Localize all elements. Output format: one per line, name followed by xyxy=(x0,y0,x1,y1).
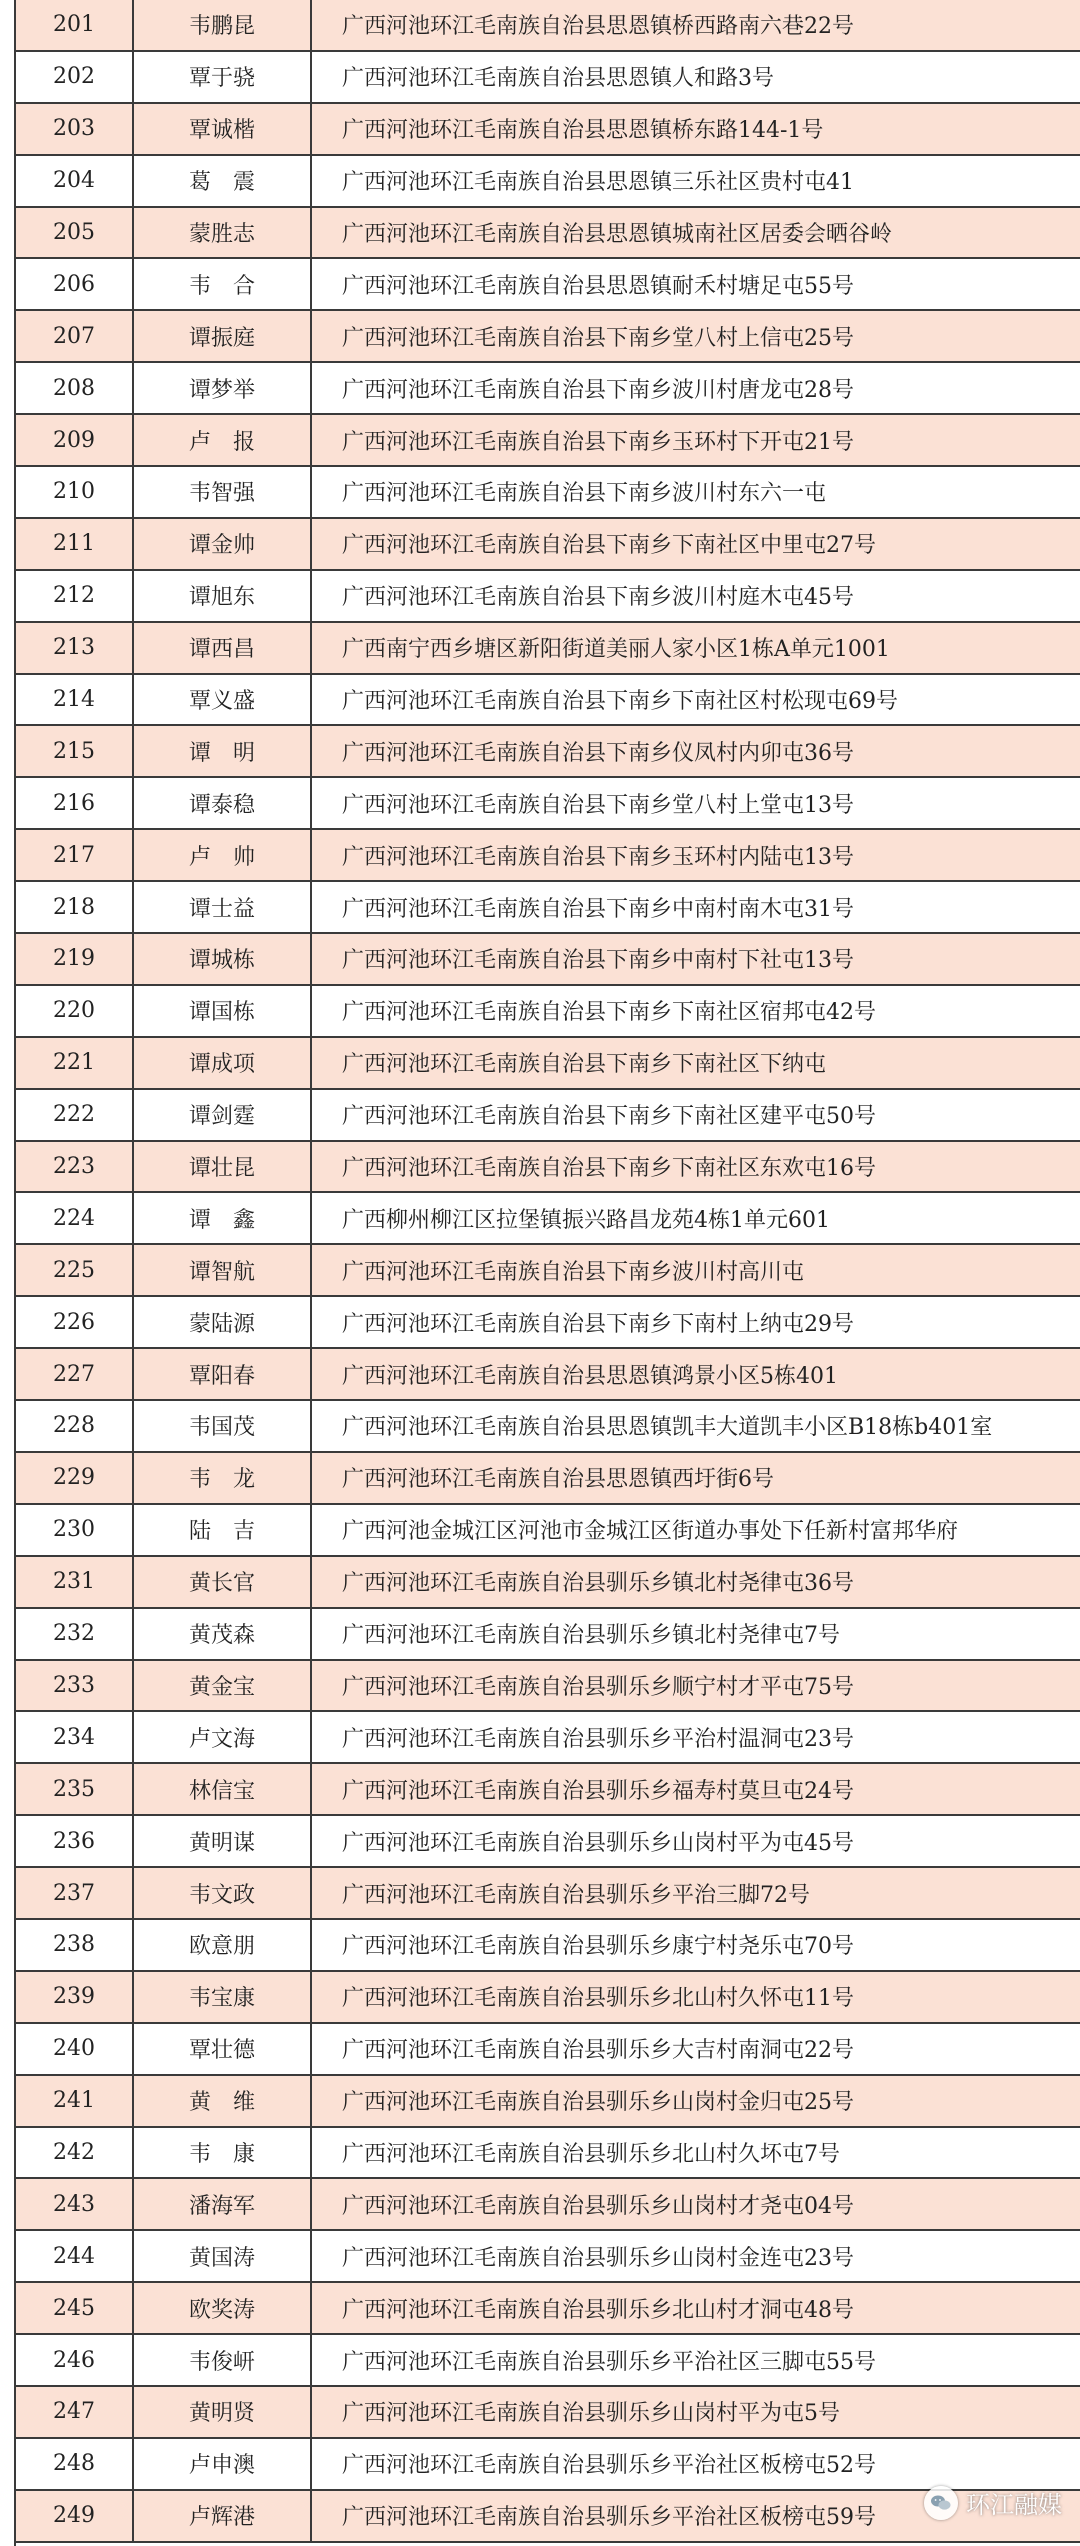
row-number: 206 xyxy=(16,259,134,309)
row-address: 广西河池环江毛南族自治县下南乡仪凤村内卯屯36号 xyxy=(342,740,854,766)
row-name: 覃于骁 xyxy=(134,52,312,102)
row-address: 广西河池环江毛南族自治县下南乡中南村下社屯13号 xyxy=(342,948,854,974)
row-address: 广西河池环江毛南族自治县驯乐乡北山村久怀屯11号 xyxy=(342,1986,854,2012)
row-name: 谭金帅 xyxy=(134,519,312,569)
row-number: 219 xyxy=(16,934,134,984)
table-row xyxy=(16,2024,1080,2076)
row-address: 广西河池环江毛南族自治县下南乡下南社区东欢屯16号 xyxy=(342,1156,876,1182)
row-address: 广西河池环江毛南族自治县思恩镇桥东路144-1号 xyxy=(342,118,824,144)
row-name: 蒙胜志 xyxy=(134,208,312,258)
row-address: 广西河池环江毛南族自治县下南乡玉环村内陆屯13号 xyxy=(342,844,854,870)
row-address: 广西河池环江毛南族自治县下南乡下南社区宿邦屯42号 xyxy=(342,1000,876,1026)
table-row xyxy=(16,986,1080,1038)
row-number: 221 xyxy=(16,1038,134,1088)
watermark xyxy=(924,2485,1062,2520)
row-number: 229 xyxy=(16,1453,134,1503)
row-address: 广西河池环江毛南族自治县驯乐乡平治三脚72号 xyxy=(342,1882,810,1908)
row-name: 谭旭东 xyxy=(134,571,312,621)
row-name: 黄 维 xyxy=(134,2076,312,2126)
row-address: 广西河池环江毛南族自治县驯乐乡镇北村尧律屯7号 xyxy=(342,1623,840,1649)
table-row xyxy=(16,2387,1080,2439)
row-name: 谭国栋 xyxy=(134,986,312,1036)
row-name: 蒙陆源 xyxy=(134,1297,312,1347)
row-number: 242 xyxy=(16,2128,134,2178)
table-row xyxy=(16,208,1080,260)
table-row xyxy=(16,104,1080,156)
table-row xyxy=(16,1193,1080,1245)
row-number: 236 xyxy=(16,1816,134,1866)
row-name: 黄明贤 xyxy=(134,2387,312,2437)
row-address: 广西南宁西乡塘区新阳街道美丽人家小区1栋A单元1001 xyxy=(342,637,890,663)
row-number: 214 xyxy=(16,675,134,725)
row-address: 广西河池环江毛南族自治县思恩镇桥西路南六巷22号 xyxy=(342,14,854,40)
table-row xyxy=(16,2439,1080,2491)
row-name: 韦俊岍 xyxy=(134,2335,312,2385)
row-address: 广西河池环江毛南族自治县驯乐乡北山村才洞屯48号 xyxy=(342,2297,854,2323)
row-address: 广西河池环江毛南族自治县驯乐乡平治村温洞屯23号 xyxy=(342,1726,854,1752)
row-address: 广西河池环江毛南族自治县下南乡下南社区下纳屯 xyxy=(342,1052,827,1078)
row-name: 韦 康 xyxy=(134,2128,312,2178)
wechat-icon xyxy=(924,2486,958,2520)
table-row xyxy=(16,726,1080,778)
row-address: 广西河池环江毛南族自治县驯乐乡北山村久坏屯7号 xyxy=(342,2141,840,2167)
row-name: 韦国茂 xyxy=(134,1401,312,1451)
row-number: 246 xyxy=(16,2335,134,2385)
row-name: 韦 合 xyxy=(134,259,312,309)
row-name: 韦鹏昆 xyxy=(134,0,312,50)
table-row xyxy=(16,415,1080,467)
table-row xyxy=(16,363,1080,415)
row-address: 广西河池环江毛南族自治县思恩镇三乐社区贵村屯41 xyxy=(342,170,854,196)
row-number: 208 xyxy=(16,363,134,413)
row-address: 广西河池环江毛南族自治县驯乐乡福寿村莫旦屯24号 xyxy=(342,1778,854,1804)
table-row xyxy=(16,1038,1080,1090)
row-address: 广西河池环江毛南族自治县思恩镇西圩街6号 xyxy=(342,1467,774,1493)
table-row xyxy=(16,1868,1080,1920)
row-name: 韦智强 xyxy=(134,467,312,517)
row-name: 谭泰稳 xyxy=(134,778,312,828)
row-number: 224 xyxy=(16,1193,134,1243)
row-address: 广西河池环江毛南族自治县驯乐乡康宁村尧乐屯70号 xyxy=(342,1934,854,1960)
table-row xyxy=(16,2231,1080,2283)
row-number: 243 xyxy=(16,2179,134,2229)
row-number: 210 xyxy=(16,467,134,517)
row-name: 谭振庭 xyxy=(134,311,312,361)
row-number: 231 xyxy=(16,1557,134,1607)
row-name: 覃阳春 xyxy=(134,1349,312,1399)
row-name: 卢 帅 xyxy=(134,830,312,880)
row-number: 205 xyxy=(16,208,134,258)
row-number: 232 xyxy=(16,1609,134,1659)
row-address: 广西河池环江毛南族自治县下南乡下南社区村松现屯69号 xyxy=(342,689,898,715)
row-number: 223 xyxy=(16,1142,134,1192)
row-name: 潘海军 xyxy=(134,2179,312,2229)
table-row xyxy=(16,1453,1080,1505)
table-row xyxy=(16,1712,1080,1764)
table-row xyxy=(16,934,1080,986)
row-name: 谭城栋 xyxy=(134,934,312,984)
row-number: 207 xyxy=(16,311,134,361)
row-name: 韦宝康 xyxy=(134,1972,312,2022)
row-number: 222 xyxy=(16,1090,134,1140)
row-name: 韦文政 xyxy=(134,1868,312,1918)
row-address: 广西河池金城江区河池市金城江区街道办事处下任新村富邦华府 xyxy=(342,1519,959,1545)
row-address: 广西河池环江毛南族自治县驯乐乡山岗村平为屯5号 xyxy=(342,2401,840,2427)
table-row xyxy=(16,1920,1080,1972)
row-address: 广西河池环江毛南族自治县下南乡波川村东六一屯 xyxy=(342,481,827,507)
table-row xyxy=(16,52,1080,104)
row-address: 广西河池环江毛南族自治县下南乡波川村庭木屯45号 xyxy=(342,585,854,611)
row-number: 225 xyxy=(16,1245,134,1295)
row-name: 谭梦举 xyxy=(134,363,312,413)
row-address: 广西河池环江毛南族自治县下南乡堂八村上信屯25号 xyxy=(342,325,854,351)
row-number: 202 xyxy=(16,52,134,102)
row-number: 228 xyxy=(16,1401,134,1451)
row-address: 广西河池环江毛南族自治县下南乡中南村南木屯31号 xyxy=(342,896,854,922)
row-number: 235 xyxy=(16,1764,134,1814)
row-number: 233 xyxy=(16,1661,134,1711)
table-row xyxy=(16,156,1080,208)
row-number: 249 xyxy=(16,2491,134,2541)
row-name: 谭成项 xyxy=(134,1038,312,1088)
table-row xyxy=(16,1609,1080,1661)
row-address: 广西河池环江毛南族自治县下南乡下南社区建平屯50号 xyxy=(342,1104,876,1130)
row-number: 220 xyxy=(16,986,134,1036)
table-row xyxy=(16,2128,1080,2180)
row-number: 211 xyxy=(16,519,134,569)
table-row xyxy=(16,2283,1080,2335)
row-name: 葛 震 xyxy=(134,156,312,206)
row-address: 广西河池环江毛南族自治县驯乐乡平治社区板榜屯52号 xyxy=(342,2453,876,2479)
table-row xyxy=(16,2076,1080,2128)
table-row xyxy=(16,0,1080,52)
row-number: 245 xyxy=(16,2283,134,2333)
table-row xyxy=(16,1972,1080,2024)
row-name: 覃义盛 xyxy=(134,675,312,725)
row-address: 广西河池环江毛南族自治县驯乐乡山岗村才尧屯04号 xyxy=(342,2193,854,2219)
row-address: 广西河池环江毛南族自治县驯乐乡镇北村尧律屯36号 xyxy=(342,1571,854,1597)
table-row xyxy=(16,467,1080,519)
table-row xyxy=(16,1142,1080,1194)
row-name: 谭剑霆 xyxy=(134,1090,312,1140)
row-name: 黄明谋 xyxy=(134,1816,312,1866)
row-number: 215 xyxy=(16,726,134,776)
row-name: 谭士益 xyxy=(134,882,312,932)
row-name: 卢申澳 xyxy=(134,2439,312,2489)
row-name: 卢辉港 xyxy=(134,2491,312,2541)
row-name: 卢 报 xyxy=(134,415,312,465)
row-address: 广西河池环江毛南族自治县下南乡堂八村上堂屯13号 xyxy=(342,792,854,818)
row-name: 黄长官 xyxy=(134,1557,312,1607)
row-number: 230 xyxy=(16,1505,134,1555)
row-number: 218 xyxy=(16,882,134,932)
row-name: 黄金宝 xyxy=(134,1661,312,1711)
row-number: 239 xyxy=(16,1972,134,2022)
table-row xyxy=(16,1816,1080,1868)
table-row xyxy=(16,1505,1080,1557)
row-number: 244 xyxy=(16,2231,134,2281)
table-row xyxy=(16,311,1080,363)
table-row xyxy=(16,2335,1080,2387)
row-number: 203 xyxy=(16,104,134,154)
table-row xyxy=(16,882,1080,934)
row-number: 209 xyxy=(16,415,134,465)
row-number: 213 xyxy=(16,623,134,673)
row-number: 248 xyxy=(16,2439,134,2489)
row-number: 234 xyxy=(16,1712,134,1762)
table-row xyxy=(16,1297,1080,1349)
row-name: 覃诚楷 xyxy=(134,104,312,154)
row-name: 黄国涛 xyxy=(134,2231,312,2281)
table-row xyxy=(16,1349,1080,1401)
row-name: 欧奖涛 xyxy=(134,2283,312,2333)
row-name: 韦 龙 xyxy=(134,1453,312,1503)
row-number: 238 xyxy=(16,1920,134,1970)
table-row xyxy=(16,1090,1080,1142)
row-name: 谭智航 xyxy=(134,1245,312,1295)
row-address: 广西河池环江毛南族自治县下南乡波川村高川屯 xyxy=(342,1259,805,1285)
row-address: 广西河池环江毛南族自治县驯乐乡平治社区三脚屯55号 xyxy=(342,2349,876,2375)
row-address: 广西河池环江毛南族自治县下南乡下南村上纳屯29号 xyxy=(342,1311,854,1337)
row-number: 212 xyxy=(16,571,134,621)
table-row xyxy=(16,623,1080,675)
row-number: 217 xyxy=(16,830,134,880)
row-name: 黄茂森 xyxy=(134,1609,312,1659)
row-number: 227 xyxy=(16,1349,134,1399)
row-address: 广西河池环江毛南族自治县思恩镇鸿景小区5栋401 xyxy=(342,1363,838,1389)
roster-table xyxy=(14,0,1080,2546)
row-number: 240 xyxy=(16,2024,134,2074)
row-number: 226 xyxy=(16,1297,134,1347)
table-row xyxy=(16,259,1080,311)
row-address: 广西河池环江毛南族自治县驯乐乡山岗村金归屯25号 xyxy=(342,2090,854,2116)
row-name: 欧意朋 xyxy=(134,1920,312,1970)
table-row xyxy=(16,1764,1080,1816)
table-row xyxy=(16,830,1080,882)
row-number: 237 xyxy=(16,1868,134,1918)
row-number: 241 xyxy=(16,2076,134,2126)
table-row xyxy=(16,1401,1080,1453)
table-row xyxy=(16,519,1080,571)
row-address: 广西河池环江毛南族自治县思恩镇凯丰大道凯丰小区B18栋b401室 xyxy=(342,1415,993,1441)
row-address: 广西柳州柳江区拉堡镇振兴路昌龙苑4栋1单元601 xyxy=(342,1207,830,1233)
row-number: 201 xyxy=(16,0,134,50)
table-row xyxy=(16,778,1080,830)
row-address: 广西河池环江毛南族自治县驯乐乡山岗村平为屯45号 xyxy=(342,1830,854,1856)
row-address: 广西河池环江毛南族自治县驯乐乡山岗村金连屯23号 xyxy=(342,2245,854,2271)
row-name: 谭 鑫 xyxy=(134,1193,312,1243)
table-row xyxy=(16,1557,1080,1609)
row-address: 广西河池环江毛南族自治县思恩镇人和路3号 xyxy=(342,66,774,92)
row-name: 卢文海 xyxy=(134,1712,312,1762)
row-address: 广西河池环江毛南族自治县下南乡下南社区中里屯27号 xyxy=(342,533,876,559)
table-row xyxy=(16,1661,1080,1713)
row-number: 216 xyxy=(16,778,134,828)
table-row xyxy=(16,1245,1080,1297)
row-number: 247 xyxy=(16,2387,134,2437)
row-address: 广西河池环江毛南族自治县驯乐乡平治社区板榜屯59号 xyxy=(342,2505,876,2531)
table-row xyxy=(16,675,1080,727)
row-address: 广西河池环江毛南族自治县思恩镇耐禾村塘足屯55号 xyxy=(342,273,854,299)
row-name: 林信宝 xyxy=(134,1764,312,1814)
row-name: 谭西昌 xyxy=(134,623,312,673)
row-name: 谭壮昆 xyxy=(134,1142,312,1192)
row-name: 陆 吉 xyxy=(134,1505,312,1555)
row-address: 广西河池环江毛南族自治县下南乡波川村唐龙屯28号 xyxy=(342,377,854,403)
table-row xyxy=(16,571,1080,623)
row-address: 广西河池环江毛南族自治县思恩镇城南社区居委会晒谷岭 xyxy=(342,222,893,247)
row-number: 204 xyxy=(16,156,134,206)
table-row xyxy=(16,2491,1080,2543)
watermark-text: 环江融媒 xyxy=(966,2491,1062,2519)
table-row xyxy=(16,2179,1080,2231)
row-name: 谭 明 xyxy=(134,726,312,776)
row-name: 覃壮德 xyxy=(134,2024,312,2074)
row-address: 广西河池环江毛南族自治县下南乡玉环村下开屯21号 xyxy=(342,429,854,455)
row-address: 广西河池环江毛南族自治县驯乐乡顺宁村才平屯75号 xyxy=(342,1674,854,1700)
row-address: 广西河池环江毛南族自治县驯乐乡大吉村南洞屯22号 xyxy=(342,2038,854,2064)
